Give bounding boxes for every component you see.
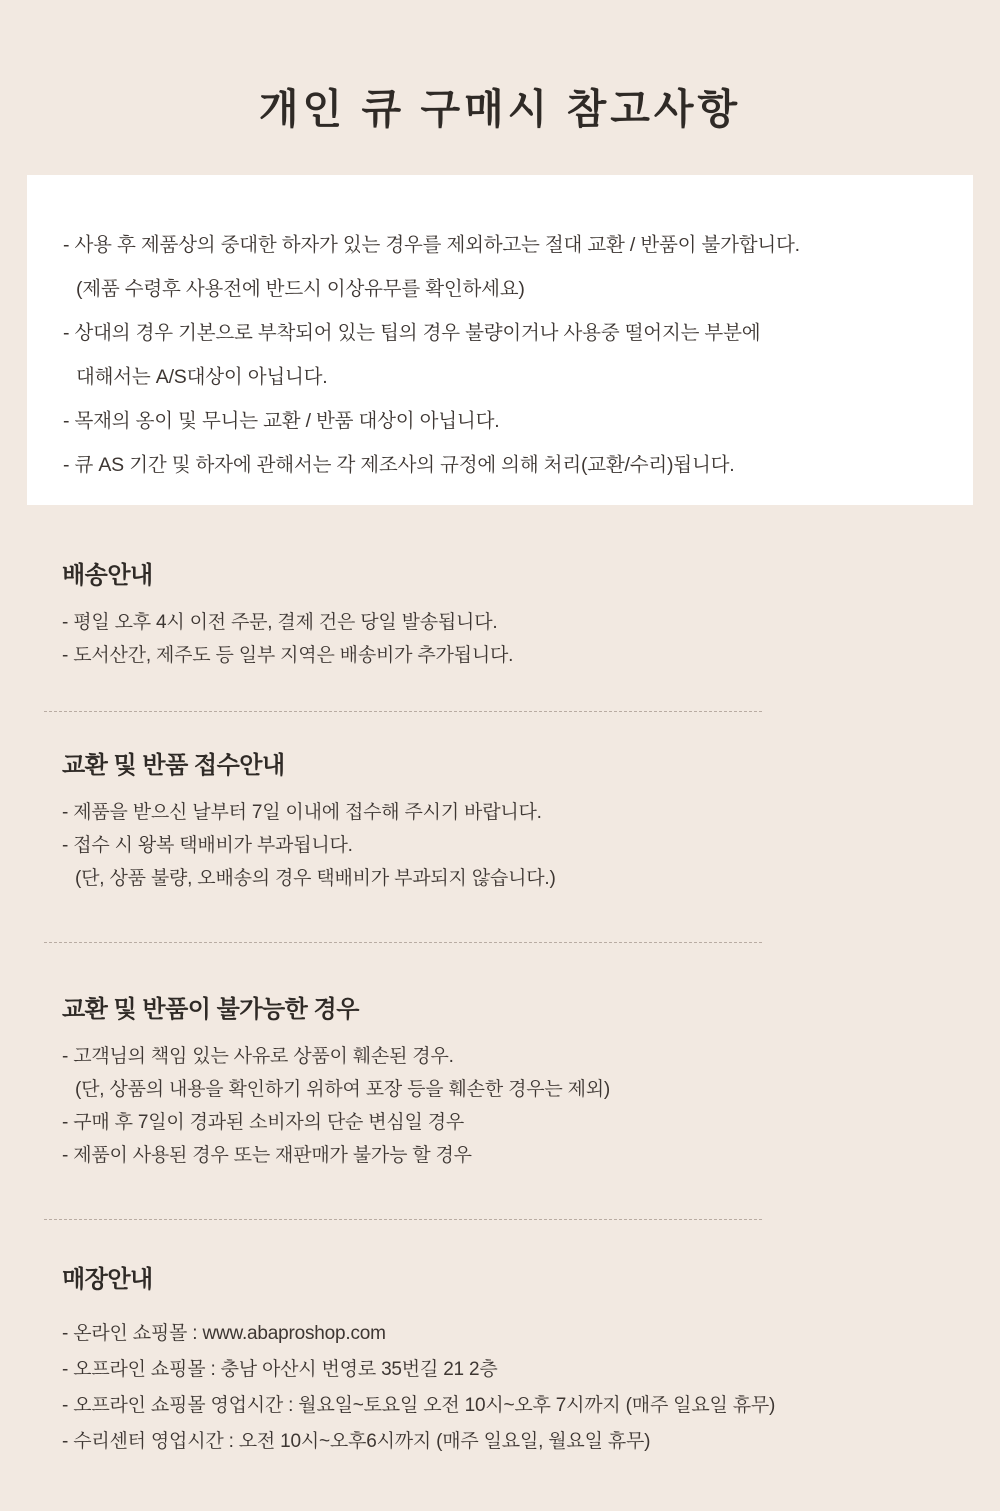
section-exchange-return bbox=[62, 745, 962, 895]
section-shipping bbox=[62, 555, 962, 672]
section-divider bbox=[44, 942, 762, 943]
notice-line: - 사용 후 제품상의 중대한 하자가 있는 경우를 제외하고는 절대 교환 / 반품이 불가합니다. bbox=[63, 234, 800, 257]
section-line: - 접수 시 왕복 택배비가 부과됩니다. bbox=[62, 835, 353, 857]
notice-line: - 상대의 경우 기본으로 부착되어 있는 팁의 경우 불량이거나 사용중 떨어지는 부분에 bbox=[63, 322, 761, 345]
section-heading: 교환 및 반품이 불가능한 경우 bbox=[62, 996, 359, 1024]
notice-line: 대해서는 A/S대상이 아닙니다. bbox=[76, 366, 328, 389]
section-line: - 제품이 사용된 경우 또는 재판매가 불가능 할 경우 bbox=[62, 1145, 472, 1167]
notice-card bbox=[27, 175, 973, 505]
section-line: - 고객님의 책임 있는 사유로 상품이 훼손된 경우. bbox=[62, 1046, 454, 1068]
notice-list bbox=[27, 175, 973, 487]
section-line: - 제품을 받으신 날부터 7일 이내에 접수해 주시기 바랍니다. bbox=[62, 802, 542, 824]
section-line: - 오프라인 쇼핑몰 영업시간 : 월요일~토요일 오전 10시~오후 7시까지 (매주 일요일 휴무) bbox=[62, 1395, 776, 1417]
section-line: - 수리센터 영업시간 : 오전 10시~오후6시까지 (매주 일요일, 월요일 휴무) bbox=[62, 1431, 651, 1453]
section-heading: 교환 및 반품 접수안내 bbox=[62, 752, 285, 780]
notice-page bbox=[0, 27, 1000, 1511]
section-line: - 오프라인 쇼핑몰 : 충남 아산시 번영로 35번길 21 2층 bbox=[62, 1359, 498, 1381]
section-heading: 매장안내 bbox=[62, 1266, 153, 1294]
section-line: - 온라인 쇼핑몰 : www.abaproshop.com bbox=[62, 1323, 386, 1345]
section-non-returnable bbox=[62, 989, 962, 1172]
section-divider bbox=[44, 711, 762, 712]
page-title: 개인 큐 구매시 참고사항 bbox=[258, 86, 742, 133]
section-line: - 도서산간, 제주도 등 일부 지역은 배송비가 추가됩니다. bbox=[62, 645, 514, 667]
notice-line: (제품 수령후 사용전에 반드시 이상유무를 확인하세요) bbox=[76, 278, 525, 301]
notice-line: - 목재의 옹이 및 무니는 교환 / 반품 대상이 아닙니다. bbox=[63, 410, 500, 433]
section-store-info bbox=[62, 1259, 962, 1460]
section-line: - 평일 오후 4시 이전 주문, 결제 건은 당일 발송됩니다. bbox=[62, 612, 498, 634]
notice-line: - 큐 AS 기간 및 하자에 관해서는 각 제조사의 규정에 의해 처리(교환/수리)됩니다. bbox=[63, 454, 735, 477]
section-divider bbox=[44, 1219, 762, 1220]
section-heading: 배송안내 bbox=[62, 562, 153, 590]
section-line: - 구매 후 7일이 경과된 소비자의 단순 변심일 경우 bbox=[62, 1112, 465, 1134]
section-line: (단, 상품 불량, 오배송의 경우 택배비가 부과되지 않습니다.) bbox=[75, 868, 556, 890]
section-line: (단, 상품의 내용을 확인하기 위하여 포장 등을 훼손한 경우는 제외) bbox=[75, 1079, 611, 1101]
